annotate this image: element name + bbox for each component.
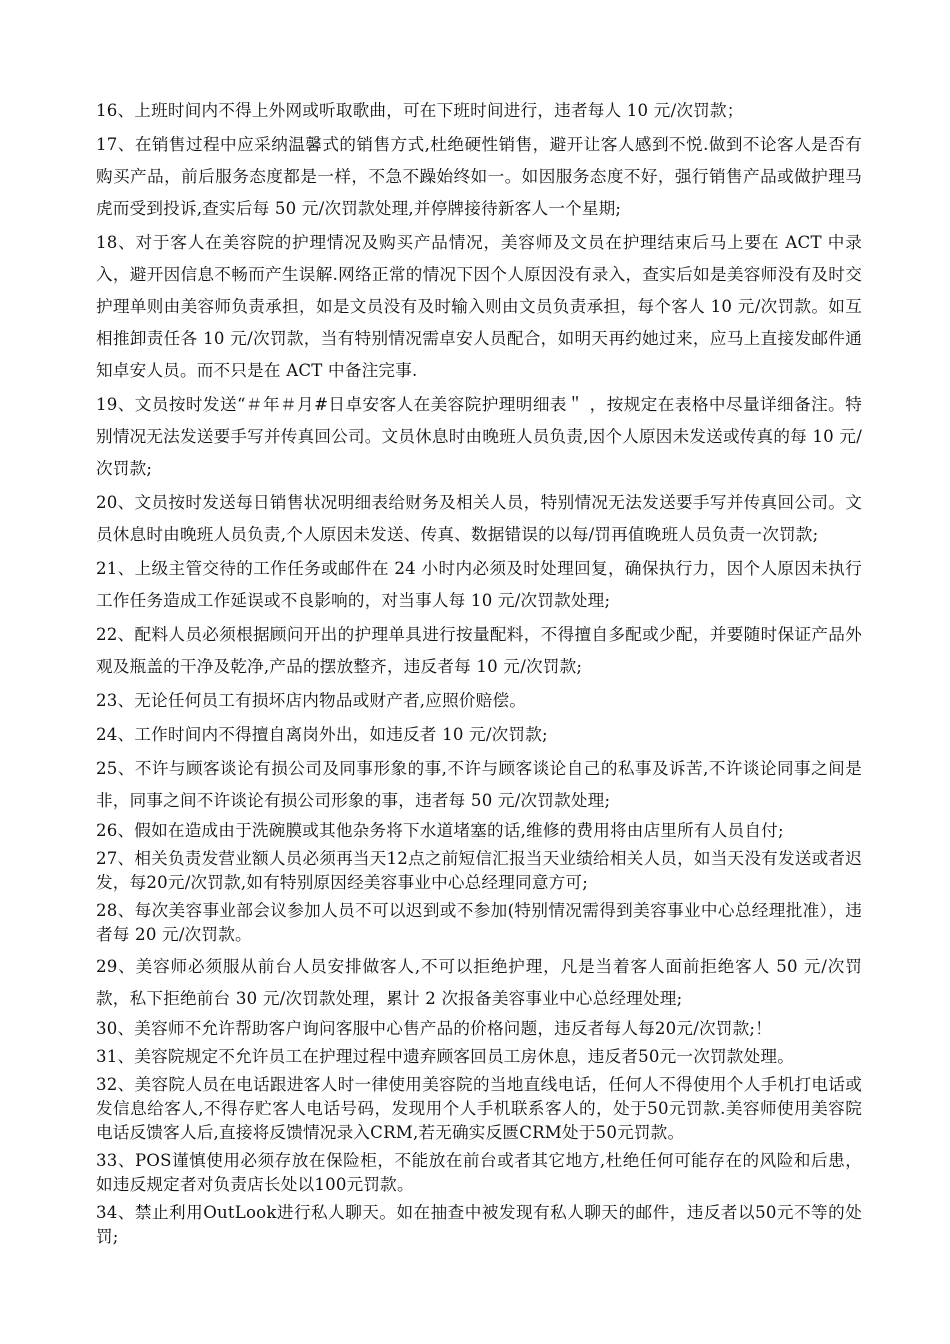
rule-28: 28、每次美容事业部会议参加人员不可以迟到或不参加(特别情况需得到美容事业中心总经理批准），违者每 20 元/次罚款。 xyxy=(96,901,862,944)
rule-17: 17、在销售过程中应采纳温馨式的销售方式,杜绝硬性销售，避开让客人感到不悦.做到不论客人是否有购买产品，前后服务态度都是一样，不急不躁始终如一。如因服务态度不好，强行销售产品或做护理马虎而受到投诉,查实后每 50 元/次罚款处理,并停牌接待新客人一个星期; xyxy=(96,135,862,218)
rule-18: 18、对于客人在美容院的护理情况及购买产品情况，美容师及文员在护理结束后马上要在 ACT 中录入，避开因信息不畅而产生误解.网络正常的情况下因个人原因没有录入，查实后如是美容师没有及时交护理单则由美容师负责承担，如是文员没有及时输入则由文员负责承担，每个客人 10 元/次罚款。如互相推卸责任各 10 元/次罚款，当有特别情况需卓安人员配合，如明天再约她过来，应马上直接发邮件通知卓安人员。而不只是在 ACT 中备注完事. xyxy=(96,233,862,380)
rule-20: 20、文员按时发送每日销售状况明细表给财务及相关人员，特别情况无法发送要手写并传真回公司。文员休息时由晚班人员负责,个人原因未发送、传真、数据错误的以每/罚再值晚班人员负责一次罚款; xyxy=(96,493,862,544)
rule-29: 29、美容师必须服从前台人员安排做客人,不可以拒绝护理，凡是当着客人面前拒绝客人 50 元/次罚款，私下拒绝前台 30 元/次罚款处理，累计 2 次报备美容事业中心总经理处理; xyxy=(96,957,862,1008)
rule-25: 25、不许与顾客谈论有损公司及同事形象的事,不许与顾客谈论自己的私事及诉苦,不许谈论同事之间是非，同事之间不许谈论有损公司形象的事，违者每 50 元/次罚款处理; xyxy=(96,759,862,810)
document-body xyxy=(96,95,862,1253)
rule-24: 24、工作时间内不得擅自离岗外出，如违反者 10 元/次罚款; xyxy=(96,725,548,744)
rule-32: 32、美容院人员在电话跟进客人时一律使用美容院的当地直线电话，任何人不得使用个人手机打电话或发信息给客人,不得存贮客人电话号码，发现用个人手机联系客人的，处于50元罚款.美容师使用美容院电话反馈客人后,直接将反馈情况录入CRM,若无确实反匮CRM处于50元罚款。 xyxy=(96,1075,862,1142)
rule-34: 34、禁止利用OutLook进行私人聊天。如在抽查中被发现有私人聊天的邮件，违反者以50元不等的处罚; xyxy=(96,1203,862,1246)
rule-26: 26、假如在造成由于洗碗膜或其他杂务将下水道堵塞的话,维修的费用将由店里所有人员自付; xyxy=(96,821,784,840)
rule-19: 19、文员按时发送“＃年＃月#日卓安客人在美容院护理明细表＂ ，按规定在表格中尽量详细备注。特别情况无法发送要手写并传真回公司。文员休息时由晚班人员负责,因个人原因未发送或传真的每 10 元/次罚款; xyxy=(96,395,862,478)
rule-23: 23、无论任何员工有损坏店内物品或财产者,应照价赔偿。 xyxy=(96,691,527,710)
rule-33: 33、POS谨慎使用必须存放在保险柜，不能放在前台或者其它地方,杜绝任何可能存在的风险和后患，如违反规定者对负责店长处以100元罚款。 xyxy=(96,1151,862,1194)
rule-16: 16、上班时间内不得上外网或听取歌曲，可在下班时间进行，违者每人 10 元/次罚款； xyxy=(96,101,744,120)
rule-22: 22、配料人员必须根据顾问开出的护理单具进行按量配料，不得擅自多配或少配，并要随时保证产品外观及瓶盖的干净及乾净,产品的摆放整齐，违反者每 10 元/次罚款; xyxy=(96,625,862,676)
rule-21: 21、上级主管交待的工作任务或邮件在 24 小时内必须及时处理回复，确保执行力，因个人原因未执行工作任务造成工作延误或不良影响的，对当事人每 10 元/次罚款处理; xyxy=(96,559,862,610)
rule-30: 30、美容师不允许帮助客户询问客服中心售产品的价格问题，违反者每人每20元/次罚款;！ xyxy=(96,1019,772,1038)
rule-27: 27、相关负责发营业额人员必须再当天12点之前短信汇报当天业绩给相关人员，如当天没有发送或者迟发，每20元/次罚款,如有特别原因经美容事业中心总经理同意方可; xyxy=(96,849,862,892)
rule-31: 31、美容院规定不允许员工在护理过程中遗弃顾客回员工房休息，违反者50元一次罚款处理。 xyxy=(96,1047,794,1066)
